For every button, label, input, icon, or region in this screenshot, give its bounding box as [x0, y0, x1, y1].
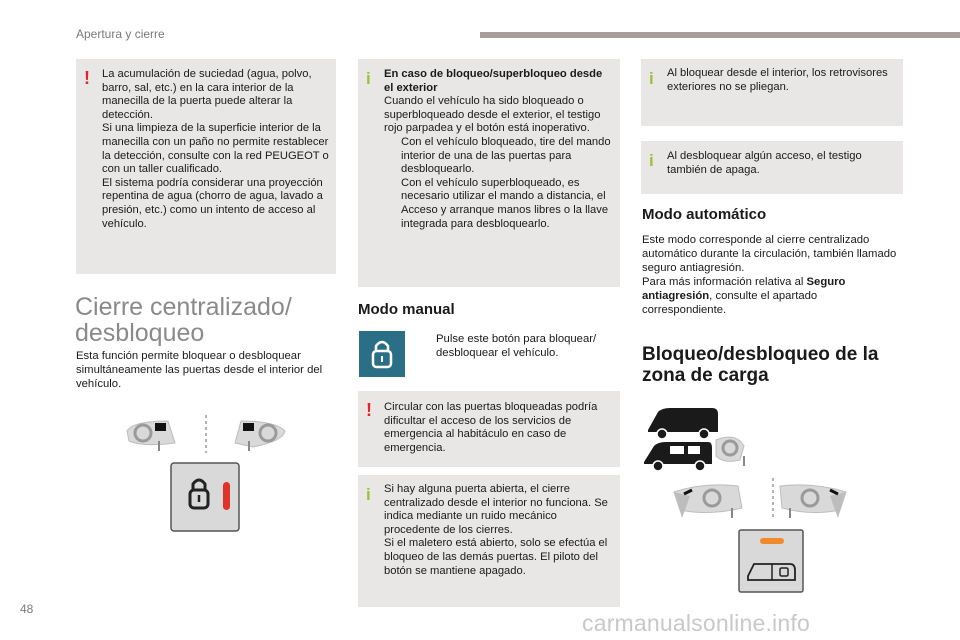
info-body: Cuando el vehículo ha sido bloqueado o superbloqueado desde el exterior, el testigo rojo parpadea y el botón está inoperativo. [384, 95, 601, 135]
info-i-icon: i [649, 69, 654, 88]
warning-box-dirt [76, 59, 336, 274]
info-title: En caso de bloqueo/superbloqueo desde el exterior [384, 68, 603, 94]
bullet-icon [416, 332, 436, 360]
bullet-icon [384, 136, 401, 177]
bullet-item: Con el vehículo superbloqueado, es necesario utilizar el mando a distancia, el Acceso y arranque manos libres o la llave integrada para desbloquearlo. [384, 177, 614, 231]
bullet-icon [384, 177, 401, 231]
info-i-icon: i [649, 151, 654, 170]
auto-mode-paragraph: Este modo corresponde al cierre centralizado automático durante la circulación, también llamado seguro antiagresión. Para más información relativa al Seguro antiagresión, consulte el apartado correspondiente. [642, 234, 897, 316]
warning-line: Si una limpieza de la superficie interior de la manecilla con un paño no permite restablecer la detección, consulte con la red PEUGEOT o con un taller cualificado. [102, 122, 329, 176]
cargo-section-title: Bloqueo/desbloqueo de la zona de carga [642, 344, 879, 386]
header-bar [480, 32, 960, 38]
info-i-icon: i [366, 485, 371, 504]
warning-icon: ! [84, 68, 90, 88]
info-box-exterior-lock [358, 59, 620, 287]
auto-mode-title: Modo automático [642, 206, 767, 223]
running-header: Apertura y cierre [76, 27, 165, 41]
intro-paragraph: Esta función permite bloquear o desbloquear simultáneamente las puertas desde el interior del vehículo. [76, 350, 323, 390]
padlock-icon [359, 331, 405, 377]
bullet-item: Con el vehículo bloqueado, tire del mando interior de una de las puertas para desbloquearlo. [384, 136, 614, 177]
mirrors-illustration [123, 413, 289, 460]
lock-button-panel [170, 462, 240, 537]
info-i-icon: i [366, 69, 371, 88]
manual-mode-title: Modo manual [358, 301, 455, 318]
vans-and-mirrors-icon [640, 398, 880, 598]
warning-line: La acumulación de suciedad (agua, polvo, barro, sal, etc.) en la cara interior de la manecilla de la puerta puede alterar la detección. [102, 68, 312, 121]
side-mirrors-icon [123, 413, 289, 455]
info-box-door-open: i Si hay alguna puerta abierta, el cierre centralizado desde el interior no funciona. Se indica mediante un ruido mecánico procedente de los cierres. Si el maletero está abierto, solo se efectúa el bloqueo de las demás puertas. El piloto del botón se mantiene apagado. [358, 475, 620, 607]
cargo-illustration [640, 398, 880, 603]
section-title: Cierre centralizado/ desbloqueo [75, 293, 292, 347]
lock-button-icon [359, 331, 405, 382]
padlock-led-icon [170, 462, 240, 532]
page-number: 48 [20, 602, 34, 616]
manual-instruction: Pulse este botón para bloquear/ desbloquear el vehículo. [416, 332, 616, 360]
info-box-unlock-light: i Al desbloquear algún acceso, el testigo también de apaga. [641, 141, 903, 194]
watermark: carmanualsonline.info [582, 610, 810, 636]
info-box-mirrors: i Al bloquear desde el interior, los retrovisores exteriores no se pliegan. [641, 59, 903, 126]
warning-icon: ! [366, 400, 372, 420]
warning-line: El sistema podría considerar una proyección repentina de agua (chorro de agua, lavado a presión, etc.) como un intento de acceso al vehículo. [102, 176, 323, 230]
warning-box-traffic: ! Circular con las puertas bloqueadas podría dificultar el acceso de los servicios de emergencia al habitáculo en caso de emergencia. [358, 391, 620, 467]
